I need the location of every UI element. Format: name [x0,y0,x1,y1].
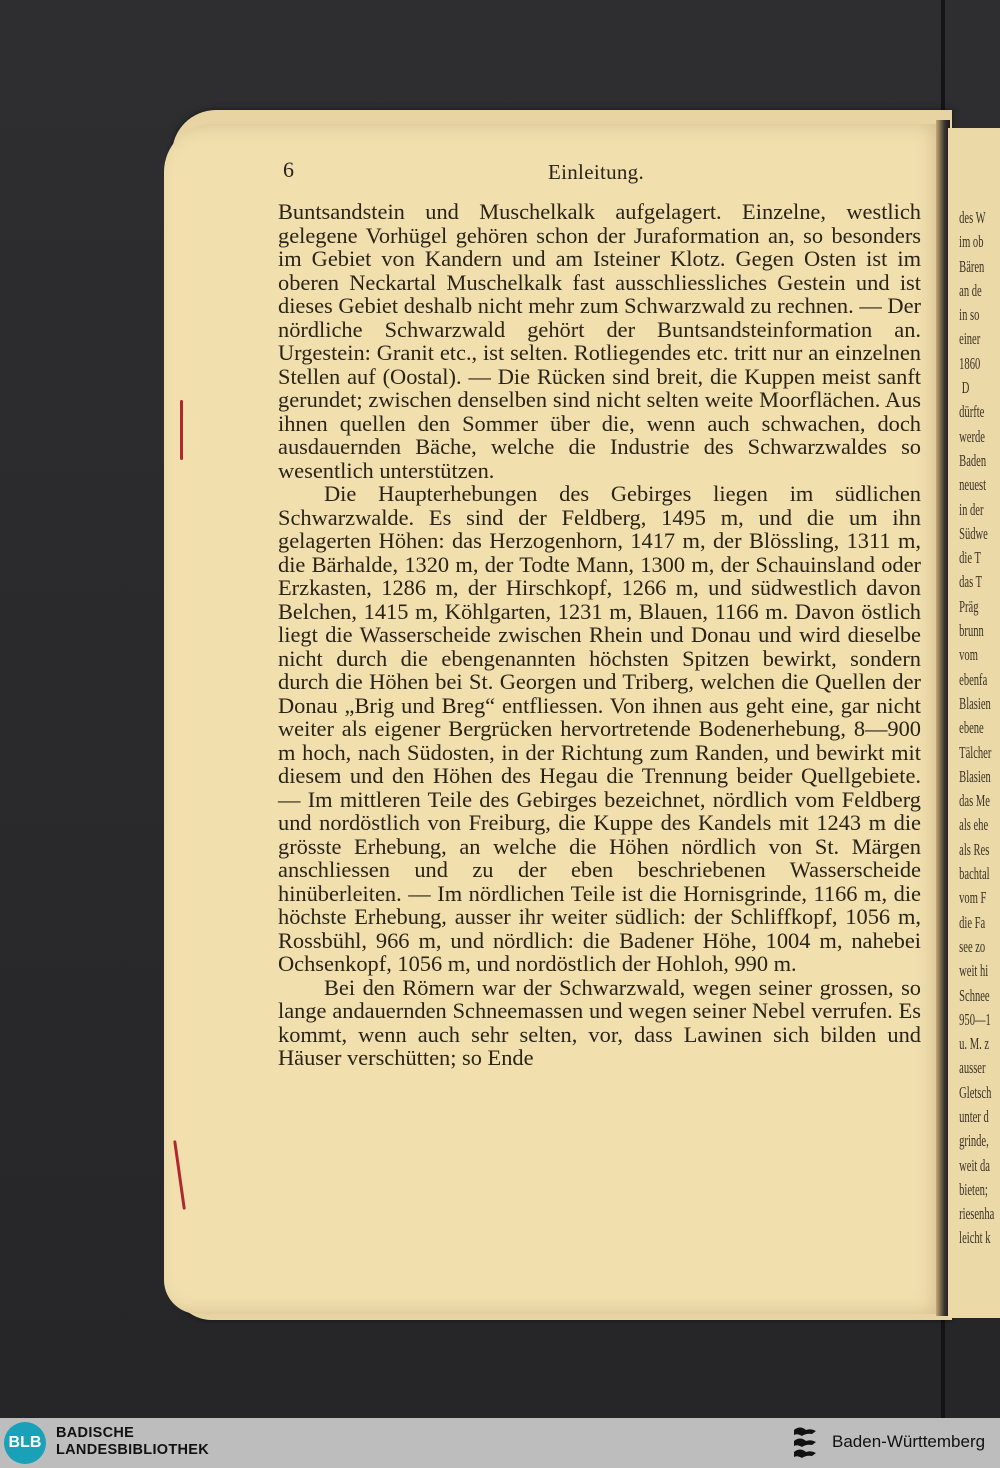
blb-logo-text: BLB [8,1434,42,1451]
paragraph-3: Bei den Römern war der Schwarzwald, wegen seiner grossen, so lange andauernden Schneemassen und wegen seiner Nebel verrufen. Es kommt, wenn auch sehr selten, vor, dass Lawinen sich bilden und Häuser verschütten; so Ende [278,974,921,1070]
body-text [278,200,921,1070]
paragraph-2: Die Haupterhebungen des Gebirges liegen im südlichen Schwarzwalde. Es sind der Feldberg, 1495 m, und die um ihn gelagerten Höhen: das Herzogenhorn, 1417 m, der Blössling, 1311 m, die Bärhalde, 1320 m, der Todte Mann, 1300 m, der Schauinsland oder Erzkasten, 1286 m, der Hirschkopf, 1266 m, und südwestlich davon Belchen, 1415 m, Köhlgarten, 1231 m, Blauen, 1166 m. Davon östlich liegt die Wasserscheide zwischen Rhein und Donau und wird dieselbe nicht durch die ebengenannten höchsten Spitzen bewirkt, sondern durch die Höhen bei St. Georgen und Triberg, welchen die Quellen der Donau „Brig und Breg“ entfliessen. Von ihnen aus geht eine, gar nicht weiter als eigener Bergrücken hervortretende Bodenerhebung, 8—900 m hoch, nach Südosten, in der Richtung zum Randen, und bewirkt mit diesem und den Höhen des Hegau die Trennung beider Quellgebiete. — Im mittleren Teile des Gebirges bezeichnet, nördlich vom Feldberg und nordöstlich von Freiburg, die Kuppe des Kandels mit 1243 m die grösste Erhebung, an welche die Höhen nördlich von St. Märgen anschliessen und zu der eben beschriebenen Wasserscheide hinüberleiten. — Im nördlichen Teile ist die Hornisgrinde, 1166 m, die höchste Erhebung, ausser ihr weiter südlich: der Schliffkopf, 1056 m, Rossbühl, 966 m, und nördlich: die Badener Höhe, 1004 m, nahebei Ochsenkopf, 1056 m, und nordöstlich der Hohloh, 990 m. [278,481,921,976]
adjacent-page-text: des W im ob Bären an de in so einer 1860 D dürfte werde Baden neuest in der Südwe die T das T Präg brunn vom ebenfa Blasien ebene Tälcher Blasien das Me als ehe als Res bachtal vom F die Fa see zo weit hi Schnee 950—1 u. M. z ausser Gletsch unter d grinde, weit da bieten; riesenha leicht k [959,208,995,1248]
page-number: 6 [283,157,294,182]
state-lions-emblem-icon [790,1424,824,1462]
state-name[interactable]: Baden-Württemberg [832,1432,986,1451]
library-name-line2: LANDESBIBLIOTHEK [56,1442,210,1458]
library-name[interactable] [56,1425,209,1459]
paragraph-1: Buntsandstein und Muschelkalk aufgelagert. Einzelne, westlich gelegene Vorhügel gehören schon der Juraformation an, so besonders im Gebiet von Kandern und am Isteiner Klotz. Gegen Osten ist im oberen Neckartal Muschelkalk fast ausschliessliches Gestein und ist dieses Gebiet deshalb nicht mehr zum Schwarzwald zu rechnen. — Der nördliche Schwarzwald gehört der Buntsandsteinformation an. Urgestein: Granit etc., ist selten. Rotliegendes etc. tritt nur an einzelnen Stellen auf (Oostal). — Die Rücken sind breit, die Kuppen meist sanft gerundet; zwischen denselben sind nicht selten weite Moorflächen. Aus ihnen quellen den Sommer über die, wenn auch schwachen, doch ausdauernden Bäche, welche die Industrie des Schwarzwaldes so wesentlich unterstützen. [278,199,921,483]
blb-logo-icon[interactable] [4,1422,46,1464]
running-head: Einleitung. [548,160,645,184]
library-name-line1: BADISCHE [56,1425,135,1441]
adjacent-page-fragment [948,128,1000,1318]
binding-thread-1 [180,400,183,460]
